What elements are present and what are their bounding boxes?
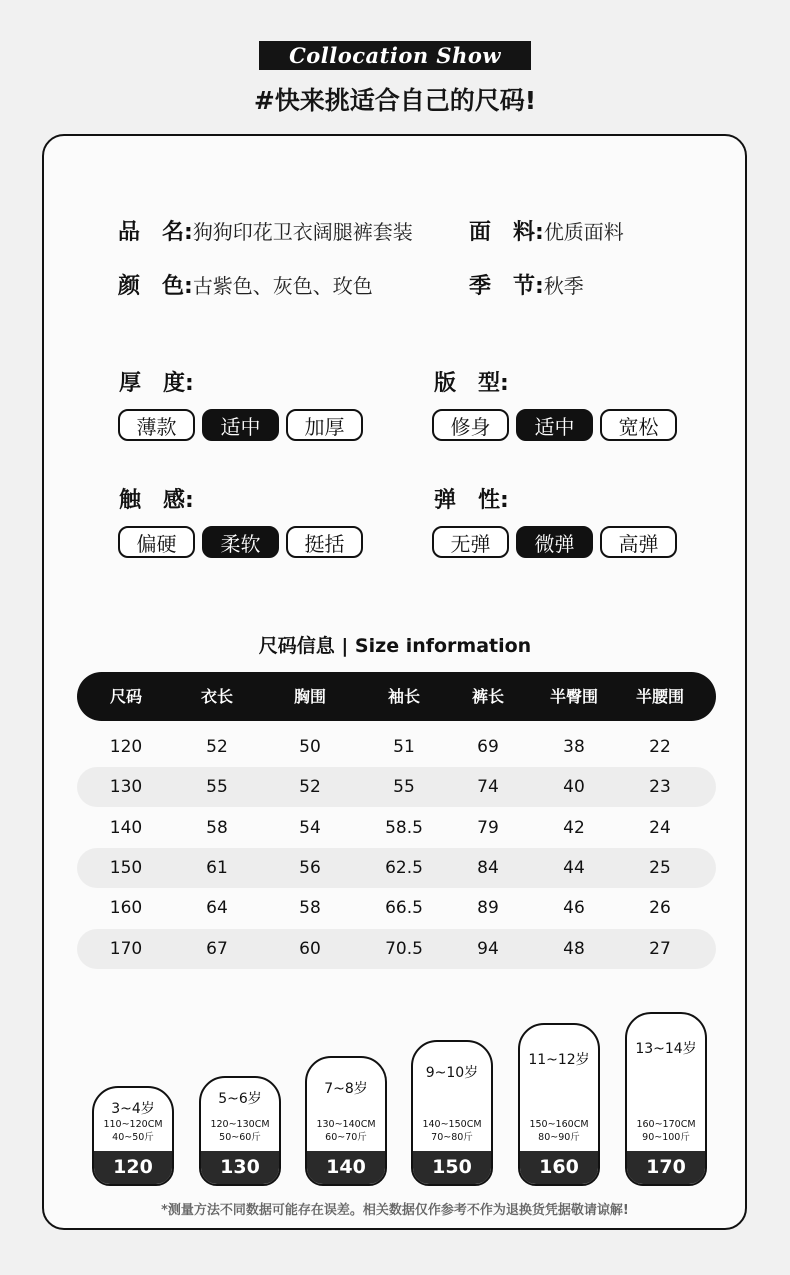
size-tag-age: 9~10岁 [425,1065,479,1081]
size-table-cell: 70.5 [385,938,423,959]
size-table-row [77,808,716,848]
fit-option[interactable]: 宽松 [600,409,677,441]
touch-options [118,526,363,558]
touch-option[interactable]: 柔软 [202,526,279,558]
size-table-row [77,727,716,767]
size-table-cell: 62.5 [385,857,423,878]
size-table-row [77,848,716,888]
info-name-label: 品 名: [118,220,193,245]
size-tag-height: 120~130CM [210,1119,270,1130]
size-tag-number: 130 [201,1151,279,1184]
size-tag-weight: 40~50斤 [112,1132,154,1143]
size-table-cell: 84 [477,857,499,878]
size-table-cell: 79 [477,817,499,838]
elasticity-option[interactable]: 无弹 [432,526,509,558]
size-table-cell: 60 [299,938,321,959]
size-tag-height: 150~160CM [529,1119,589,1130]
size-tag-120 [92,1086,174,1186]
elasticity-title: 弹 性: [434,488,509,513]
size-table-cell: 94 [477,938,499,959]
info-name [118,215,413,246]
size-table-cell: 24 [649,817,671,838]
size-tag-weight: 80~90斤 [538,1132,580,1143]
size-tag-measurements [94,1118,172,1144]
touch-title: 触 感: [119,488,194,513]
size-table-cell: 74 [477,777,499,798]
size-table-cell: 52 [206,737,228,757]
size-table-header-cell: 胸围 [293,687,326,706]
size-table-cell: 51 [393,737,415,757]
size-table-cell: 120 [109,737,143,757]
thickness-option[interactable]: 薄款 [118,409,195,441]
size-table-header-cell: 裤长 [471,687,504,706]
elasticity-option[interactable]: 高弹 [600,526,677,558]
size-tag-number: 140 [307,1151,385,1184]
size-table-header-cell: 半臀围 [549,687,598,706]
size-table-cell: 58.5 [385,817,423,838]
size-table-cell: 89 [477,898,499,919]
size-table-cell: 66.5 [385,898,423,919]
size-table-cell: 58 [206,817,228,838]
size-table-cell: 55 [393,777,415,798]
size-tag-130 [199,1076,281,1186]
thickness-options [118,409,363,441]
page-subtitle: #快来挑适合自己的尺码! [253,86,537,115]
size-tag-age: 5~6岁 [218,1091,262,1107]
size-tag-height: 110~120CM [103,1119,163,1130]
info-fabric-value: 优质面料 [543,220,624,244]
size-table-cell: 42 [563,817,585,838]
fit-option[interactable]: 适中 [516,409,593,441]
info-color [118,269,373,300]
size-table-cell: 52 [299,777,321,798]
size-table-cell: 56 [299,857,321,878]
info-name-value: 狗狗印花卫衣阔腿裤套装 [192,220,413,244]
size-table-cell: 58 [299,898,321,919]
size-table-cell: 46 [563,898,585,919]
size-tag-140 [305,1056,387,1186]
info-season-label: 季 节: [469,274,544,299]
size-tag-weight: 90~100斤 [642,1132,690,1143]
size-table-cell: 22 [649,737,671,757]
size-table-cell: 61 [206,857,228,878]
touch-option[interactable]: 偏硬 [118,526,195,558]
size-table-cell: 44 [563,857,585,878]
size-table-cell: 150 [109,857,143,878]
size-table-row [77,888,716,928]
size-tag-measurements [307,1118,385,1144]
size-table-cell: 48 [563,938,585,959]
size-table-cell: 40 [563,777,585,798]
size-tag-age: 11~12岁 [528,1052,590,1068]
size-table-cell: 38 [563,737,585,757]
fit-options [432,409,677,441]
size-table-header [77,672,716,721]
size-table-cell: 50 [299,737,321,757]
size-tag-number: 170 [627,1151,705,1184]
size-tag-height: 140~150CM [422,1119,482,1130]
size-tag-measurements [201,1118,279,1144]
size-table-header-cell: 衣长 [200,687,233,706]
size-table-cell: 55 [206,777,228,798]
size-tag-age: 7~8岁 [324,1081,368,1097]
size-tag-age: 3~4岁 [111,1101,155,1117]
size-tag-number: 150 [413,1151,491,1184]
info-season-value: 秋季 [543,274,584,298]
size-tag-number: 120 [94,1151,172,1184]
size-tag-weight: 50~60斤 [219,1132,261,1143]
size-tag-weight: 60~70斤 [325,1132,367,1143]
info-color-label: 颜 色: [118,274,193,299]
size-table-cell: 54 [299,817,321,838]
size-table-cell: 69 [477,737,499,757]
size-table-cell: 67 [206,938,228,959]
size-tag-height: 130~140CM [316,1119,376,1130]
size-table-row [77,767,716,807]
thickness-option[interactable]: 适中 [202,409,279,441]
info-color-value: 古紫色、灰色、玫色 [192,274,373,298]
touch-option[interactable]: 挺括 [286,526,363,558]
size-tag-measurements [413,1118,491,1144]
size-tag-number: 160 [520,1151,598,1184]
size-table-header-cell: 半腰围 [635,687,684,706]
thickness-title: 厚 度: [119,371,194,396]
size-table-row [77,929,716,969]
info-fabric-label: 面 料: [469,220,544,245]
size-table-cell: 26 [649,898,671,919]
size-tag-age: 13~14岁 [635,1041,697,1057]
size-table-cell: 170 [109,938,143,959]
size-info-title: 尺码信息 | Size information [258,635,532,657]
fit-option[interactable]: 修身 [432,409,509,441]
size-tag-170 [625,1012,707,1186]
elasticity-option[interactable]: 微弹 [516,526,593,558]
size-table-cell: 140 [109,817,143,838]
size-tag-150 [411,1040,493,1186]
info-season [469,269,584,300]
size-tag-height: 160~170CM [636,1119,696,1130]
size-table-cell: 130 [109,777,143,798]
size-table-header-cell: 袖长 [387,687,420,706]
size-tag-weight: 70~80斤 [431,1132,473,1143]
size-table-cell: 160 [109,898,143,919]
size-table-cell: 64 [206,898,228,919]
measurement-footnote: *测量方法不同数据可能存在误差。相关数据仅作参考不作为退换货凭据敬请谅解! [161,1203,629,1218]
size-table-cell: 27 [649,938,671,959]
size-table-cell: 25 [649,857,671,878]
collocation-banner: Collocation Show [259,41,531,70]
size-tag-measurements [520,1118,598,1144]
fit-title: 版 型: [434,371,509,396]
size-table-header-cell: 尺码 [109,687,142,706]
elasticity-options [432,526,677,558]
thickness-option[interactable]: 加厚 [286,409,363,441]
size-table-cell: 23 [649,777,671,798]
info-fabric [469,215,624,246]
size-tag-160 [518,1023,600,1186]
size-tag-measurements [627,1118,705,1144]
